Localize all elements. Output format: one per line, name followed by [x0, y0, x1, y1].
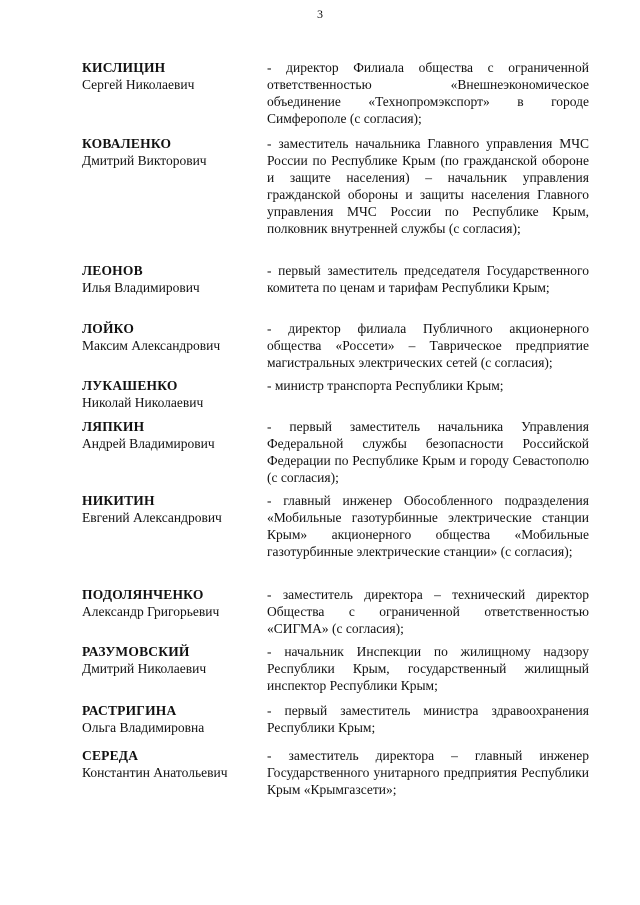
member-position: - начальник Инспекции по жилищному надзору Республики Крым, государственный жилищный инспектор Республики Крым; [267, 644, 589, 693]
member-surname: СЕРЕДА [82, 748, 139, 763]
member-given-name: Дмитрий Николаевич [82, 661, 207, 676]
member-surname: КИСЛИЦИН [82, 60, 166, 75]
member-name [82, 59, 262, 93]
member-position: - главный инженер Обособленного подразделения «Мобильные газотурбинные электрические станции Крым» акционерного общества «Мобильные газотурбинные электрические станции» (с согласия); [267, 493, 589, 559]
page-number: 3 [317, 7, 323, 21]
member-given-name: Илья Владимирович [82, 280, 200, 295]
member-name [82, 586, 262, 620]
member-surname: ПОДОЛЯНЧЕНКО [82, 587, 204, 602]
member-position: - министр транспорта Республики Крым; [267, 378, 504, 393]
member-name [82, 377, 262, 411]
member-surname: НИКИТИН [82, 493, 155, 508]
member-name [82, 643, 262, 677]
member-position: - первый заместитель председателя Государственного комитета по ценам и тарифам Республики Крым; [267, 263, 589, 295]
member-given-name: Александр Григорьевич [82, 604, 220, 619]
member-surname: ЛОЙКО [82, 321, 135, 336]
member-surname: ЛЕОНОВ [82, 263, 143, 278]
member-given-name: Максим Александрович [82, 338, 221, 353]
member-surname: РАСТРИГИНА [82, 703, 177, 718]
member-position: - заместитель директора – технический директор Общества с ограниченной ответственностью «СИГМА» (с согласия); [267, 587, 589, 636]
member-name [82, 747, 262, 781]
member-name [82, 492, 262, 526]
member-surname: ЛЯПКИН [82, 419, 145, 434]
member-surname: РАЗУМОВСКИЙ [82, 644, 190, 659]
member-given-name: Дмитрий Викторович [82, 153, 207, 168]
member-position: - заместитель директора – главный инженер Государственного унитарного предприятия Республики Крым «Крымгазсети»; [267, 748, 589, 797]
member-given-name: Андрей Владимирович [82, 436, 215, 451]
member-given-name: Евгений Александрович [82, 510, 222, 525]
member-position: - директор Филиала общества с ограниченной ответственностью «Внешнеэкономическое объединение «Технопромэкспорт» в городе Симферополе (с согласия); [267, 60, 589, 126]
member-name [82, 262, 262, 296]
member-given-name: Николай Николаевич [82, 395, 204, 410]
member-name [82, 320, 262, 354]
member-name [82, 702, 262, 736]
member-position: - заместитель начальника Главного управления МЧС России по Республике Крым (по гражданской обороне и защите населения) – начальник управления гражданской обороны и защиты населения Главного управления МЧС России по Республике Крым, полковник внутренней службы (с согласия); [267, 136, 589, 236]
member-surname: ЛУКАШЕНКО [82, 378, 178, 393]
member-given-name: Сергей Николаевич [82, 77, 195, 92]
member-position: - директор филиала Публичного акционерного общества «Россети» – Таврическое предприятие магистральных электрических сетей (с согласия); [267, 321, 589, 370]
member-surname: КОВАЛЕНКО [82, 136, 172, 151]
member-given-name: Ольга Владимировна [82, 720, 205, 735]
member-position: - первый заместитель начальника Управления Федеральной службы безопасности Российской Федерации по Республике Крым и городу Севастополю (с согласия); [267, 419, 589, 485]
member-name [82, 135, 262, 169]
member-position: - первый заместитель министра здравоохранения Республики Крым; [267, 703, 589, 735]
member-given-name: Константин Анатольевич [82, 765, 228, 780]
member-name [82, 418, 262, 452]
